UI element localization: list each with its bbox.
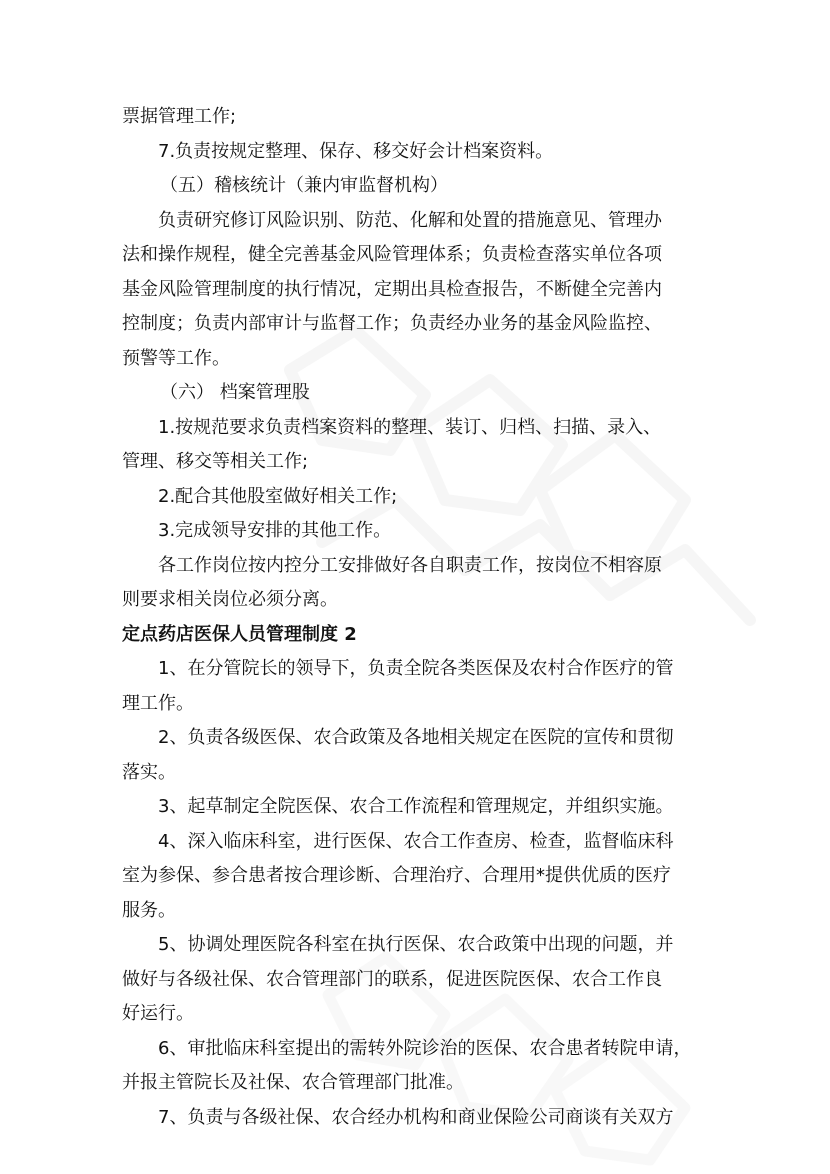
list-item: 4、深入临床科室，进行医保、农合工作查房、检查，监督临床科 (158, 830, 674, 852)
paragraph-line: 并报主管院长及社保、农合管理部门批准。 (122, 1072, 464, 1093)
paragraph-line: 理工作。 (122, 692, 194, 714)
list-item: 3、起草制定全院医保、农合工作流程和管理规定，并组织实施。 (158, 796, 674, 817)
paragraph-line: 落实。 (122, 761, 176, 783)
list-item: 7.负责按规定整理、保存、移交好会计档案资料。 (158, 140, 554, 162)
paragraph-line: 各工作岗位按内控分工安排做好各自职责工作，按岗位不相容原 (158, 554, 662, 576)
list-item: 1.按规范要求负责档案资料的整理、装订、归档、扫描、录入、 (158, 416, 662, 438)
section-heading: （五）稽核统计（兼内审监督机构） (160, 175, 448, 196)
paragraph-line: 法和操作规程，健全完善基金风险管理体系；负责检查落实单位各项 (122, 244, 662, 265)
paragraph-line: 好运行。 (122, 1003, 194, 1024)
list-item: 6、审批临床科室提出的需转外院诊治的医保、农合患者转院申请， (158, 1037, 692, 1059)
section-heading: （六） 档案管理股 (160, 382, 310, 403)
paragraph-line: 基金风险管理制度的执行情况，定期出具检查报告，不断健全完善内 (122, 278, 662, 300)
paragraph-line: 服务。 (122, 899, 176, 921)
paragraph-line: 控制度；负责内部审计与监督工作；负责经办业务的基金风险监控、 (122, 313, 662, 334)
paragraph-line: 管理、移交等相关工作; (122, 451, 309, 472)
list-item: 3.完成领导安排的其他工作。 (158, 520, 392, 541)
paragraph-line: 则要求相关岗位必须分离。 (122, 589, 338, 610)
list-item: 5、协调处理医院各科室在执行医保、农合政策中出现的问题，并 (158, 934, 674, 955)
list-item: 2.配合其他股室做好相关工作; (158, 485, 398, 507)
document-title: 定点药店医保人员管理制度 2 (122, 623, 357, 645)
document-body (122, 100, 712, 1135)
list-item: 2、负责各级医保、农合政策及各地相关规定在医院的宣传和贯彻 (158, 727, 674, 748)
body-line: 票据管理工作; (122, 106, 237, 127)
paragraph-line: 预警等工作。 (122, 347, 230, 369)
paragraph-line: 负责研究修订风险识别、防范、化解和处置的措施意见、管理办 (158, 209, 662, 231)
list-item: 7、负责与各级社保、农合经办机构和商业保险公司商谈有关双方 (158, 1106, 674, 1128)
list-item: 1、在分管院长的领导下，负责全院各类医保及农村合作医疗的管 (158, 658, 674, 679)
paragraph-line: 室为参保、参合患者按合理诊断、合理治疗、合理用*提供优质的医疗 (122, 865, 671, 886)
paragraph-line: 做好与各级社保、农合管理部门的联系，促进医院医保、农合工作良 (122, 968, 662, 990)
